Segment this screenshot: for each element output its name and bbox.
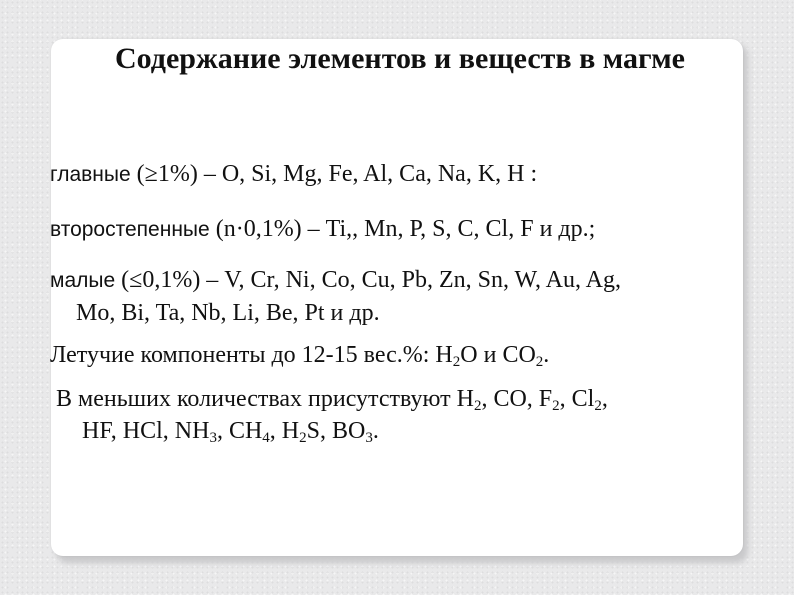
less-text-4: , CH [216,418,263,444]
less-sub-4: 3 [209,430,217,446]
volatile-sub-1: 2 [452,354,461,370]
less-text-2: , Cl [559,386,595,412]
less-text-3: , [601,386,608,412]
term-secondary: второстепенные [50,218,210,241]
volatile-suffix: . [543,342,550,368]
less-sub-2: 2 [552,398,560,414]
less-text-1: , CO, F [481,386,553,412]
list-item-volatile-components [50,339,750,371]
term-minor: малые [50,269,116,292]
content-list [50,158,750,447]
volatile-mid: O и CO [460,342,536,368]
text-main: (≥1%) – O, Si, Mg, Fe, Al, Ca, Na, K, H : [130,161,538,187]
less-sub-3: 2 [594,398,602,414]
list-item-main-elements [50,158,750,191]
list-item-lesser-quantities [50,383,750,447]
text-minor: (≤0,1%) – V, Cr, Ni, Co, Cu, Pb, Zn, Sn, W, Au, Ag, [115,267,621,293]
term-main: главные [50,163,131,186]
less-sub-6: 2 [299,430,307,446]
less-sub-5: 4 [262,430,270,446]
list-item-minor-elements [50,264,750,329]
less-sub-7: 3 [365,430,373,446]
less-line-2 [56,415,750,447]
less-text-5: , H [269,418,300,444]
less-line2-prefix: HF, HCl, NH [82,418,210,444]
text-secondary: (n·0,1%) – Ti,, Mn, P, S, C, Cl, F и др.; [209,216,596,242]
text-minor-continuation: Mo, Bi, Ta, Nb, Li, Be, Pt и др. [76,300,380,326]
volatile-prefix: Летучие компоненты до 12-15 вес.%: H [50,342,453,368]
less-prefix: В меньших количествах присутствуют H [56,386,474,412]
less-text-7: . [372,418,379,444]
slide-title: Содержание элементов и веществ в магме [115,42,685,75]
volatile-sub-2: 2 [535,354,544,370]
less-sub-1: 2 [473,398,482,414]
list-item-secondary-elements [50,213,750,246]
less-text-6: S, BO [306,418,366,444]
